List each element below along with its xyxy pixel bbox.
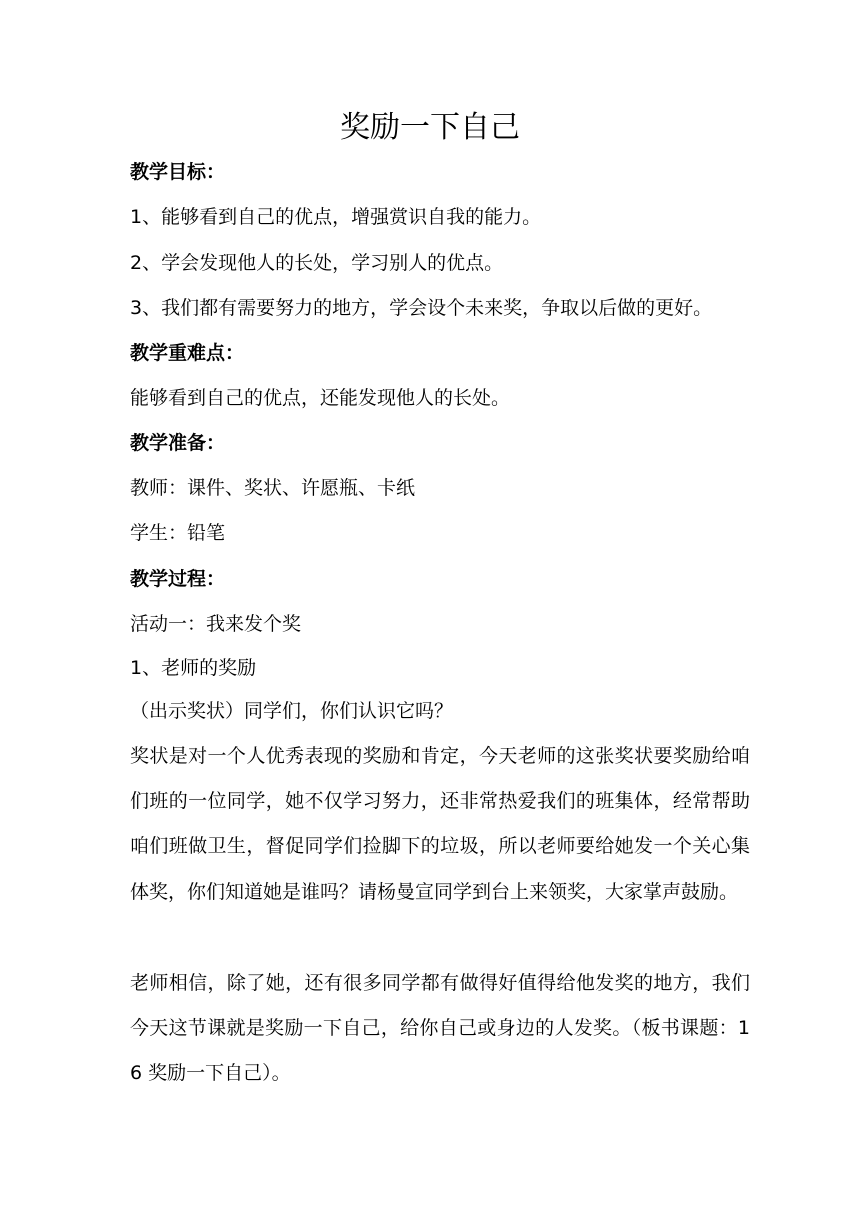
document-title: 奖励一下自己 xyxy=(340,110,520,145)
process-heading: 教学过程： xyxy=(130,568,226,590)
keypoints-text: 能够看到自己的优点，还能发现他人的长处。 xyxy=(130,387,511,409)
preparation-student: 学生：铅笔 xyxy=(130,522,226,544)
keypoints-heading: 教学重难点： xyxy=(130,342,245,364)
activity1-title: 活动一：我来发个奖 xyxy=(130,613,302,635)
body-paragraph-1: 奖状是对一个人优秀表现的奖励和肯定，今天老师的这张奖状要奖励给咱们班的一位同学，她不仅学习努力，还非常热爱我们的班集体，经常帮助咱们班做卫生，督促同学们捡脚下的垃圾，所以老师要给她发一个关心集体奖，你们知道她是谁吗？请杨曼宣同学到台上来领奖，大家掌声鼓励。 xyxy=(130,745,750,903)
objective-item-3: 3、我们都有需要努力的地方，学会设个未来奖，争取以后做的更好。 xyxy=(130,297,713,319)
step1-intro: （出示奖状）同学们，你们认识它吗？ xyxy=(130,700,454,722)
objective-item-1: 1、能够看到自己的优点，增强赏识自我的能力。 xyxy=(130,206,542,228)
objectives-heading: 教学目标： xyxy=(130,161,226,183)
preparation-teacher: 教师：课件、奖状、许愿瓶、卡纸 xyxy=(130,477,416,499)
body-paragraph-2: 老师相信，除了她，还有很多同学都有做得好值得给他发奖的地方，我们今天这节课就是奖励一下自己，给你自己或身边的人发奖。（板书课题：16 奖励一下自己）。 xyxy=(130,972,750,1085)
preparation-heading: 教学准备： xyxy=(130,432,226,454)
objective-item-2: 2、学会发现他人的长处，学习别人的优点。 xyxy=(130,252,504,274)
step1-title: 1、老师的奖励 xyxy=(130,657,257,679)
